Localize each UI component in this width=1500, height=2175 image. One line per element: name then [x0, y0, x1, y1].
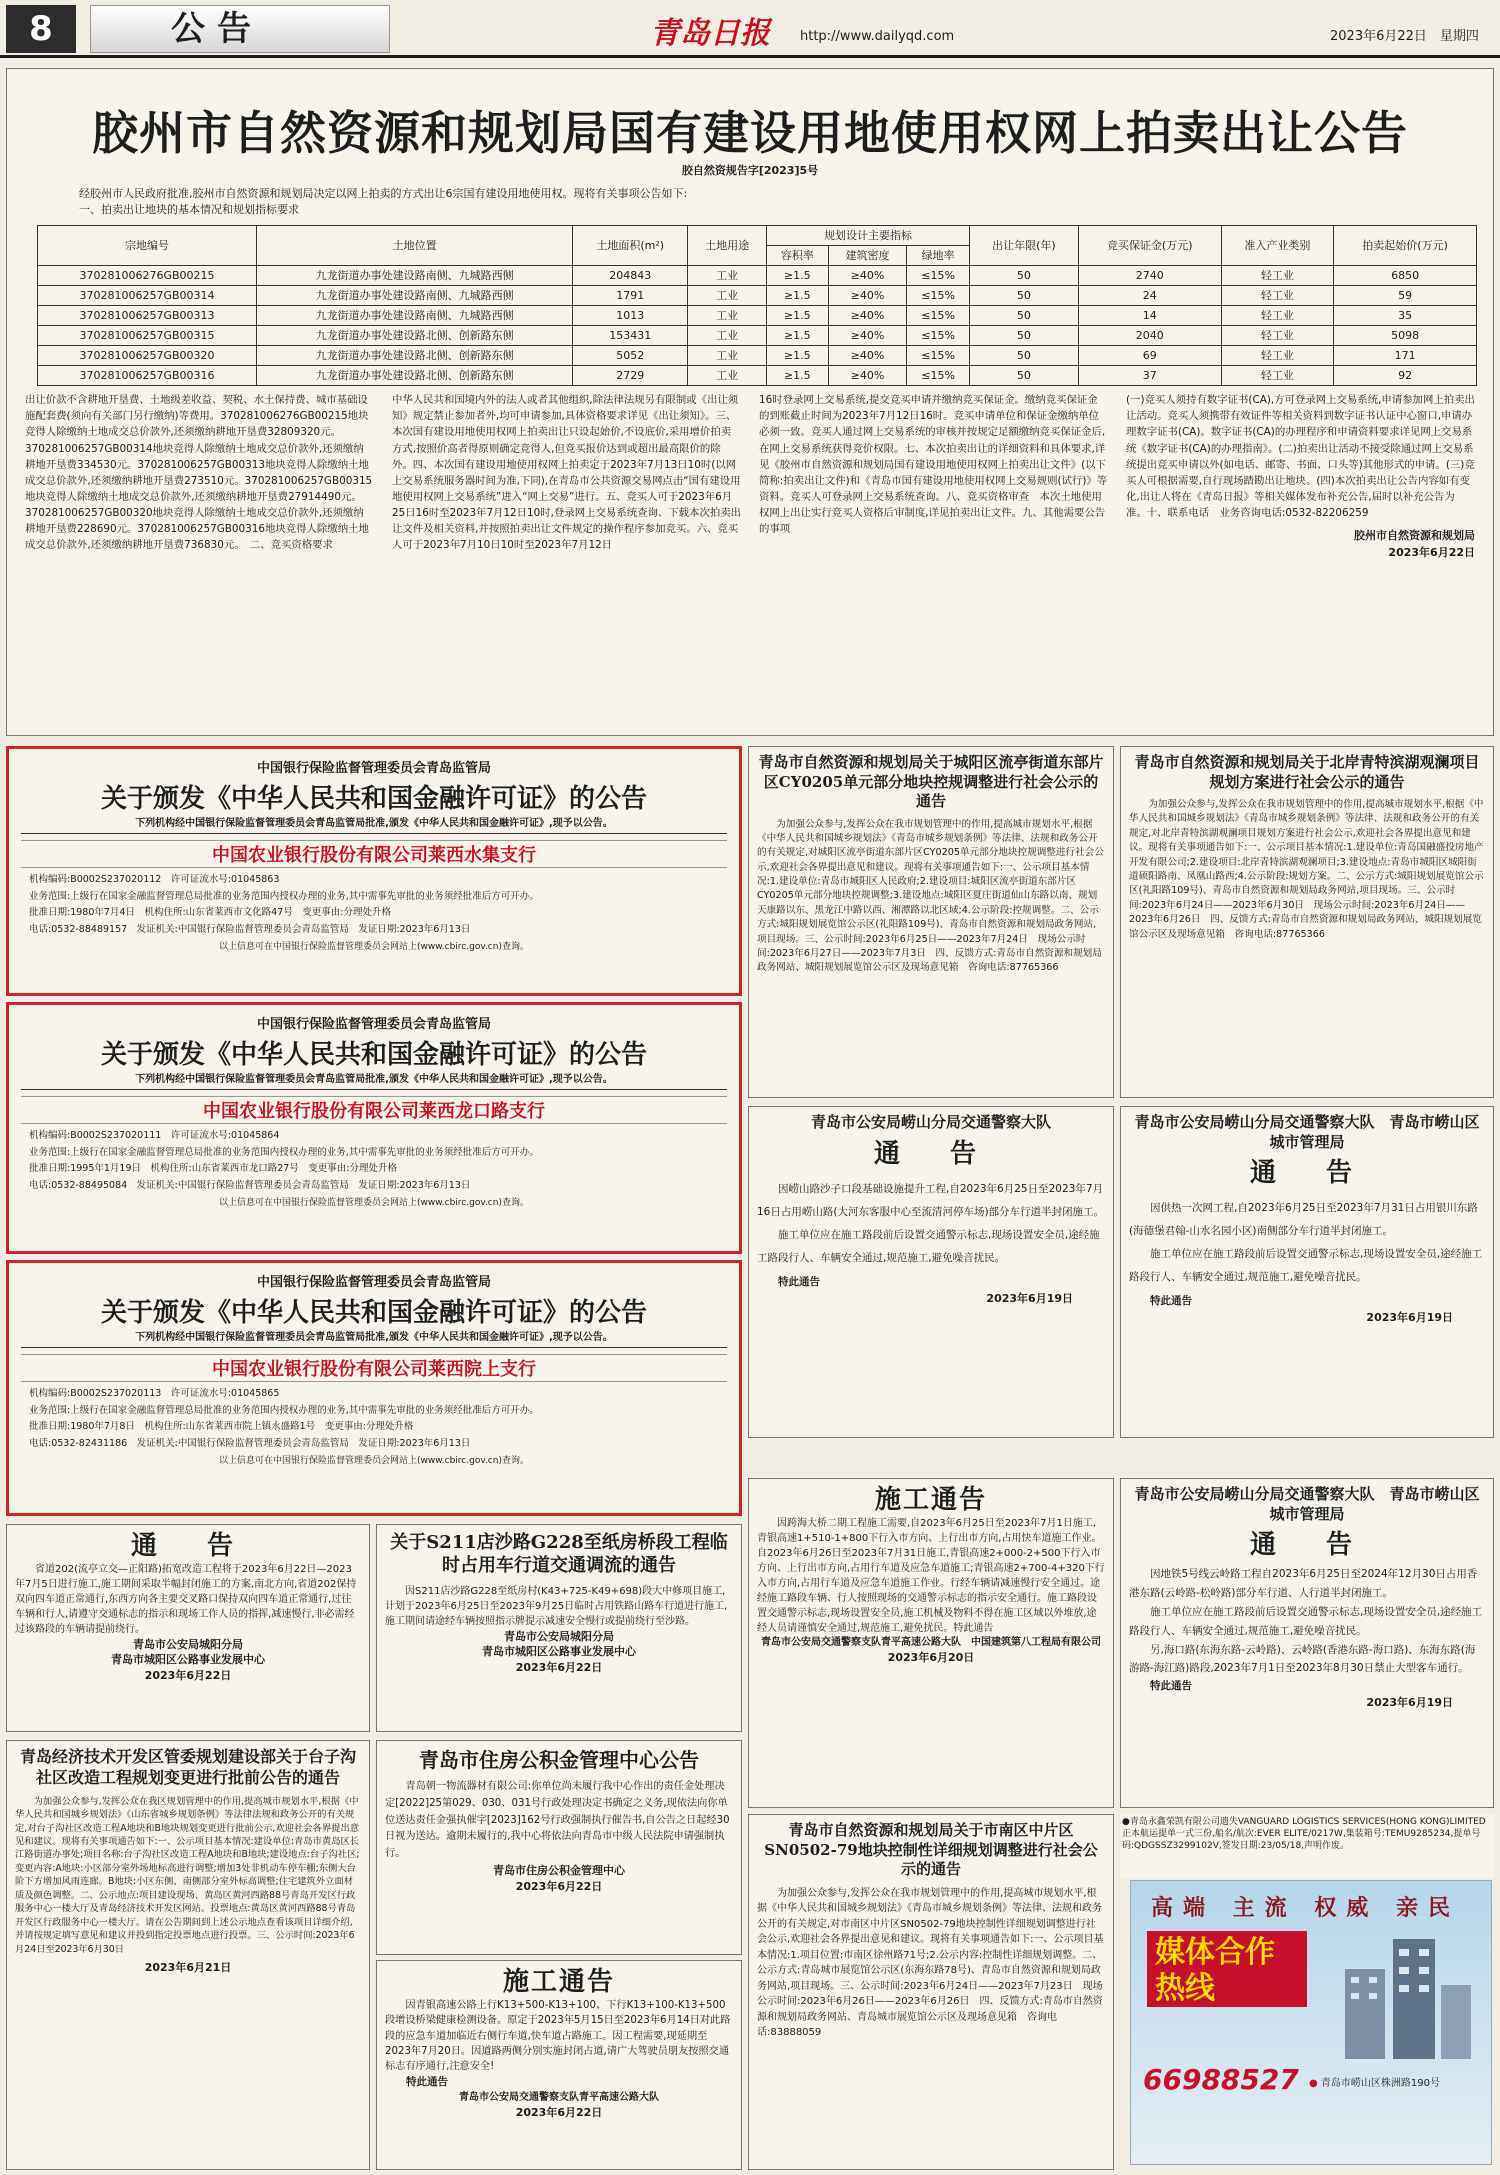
- notice-body: 因跨海大桥二期工程施工需要,自2023年6月25日至2023年7月1日施工,青银高速1+510-1+800下行入市方向、上行出市方向,占用快车道施工作业。自2023年6月26日至2023年7月31日施工,青银高速2+000-2+500下行入市方向、上行出市方向,占用行车道及应急车道施工;青银高速2+700-4+320下行入市方向,占用行车道及应急车道施工作业。行经车辆请减速慢行安全通过。途经施工路段车辆、行人按照现场的交通警示标志的指示安全通行。施工路段设置交通警示标志,现场设置安全员,施工机械及物料不得在施工区域以外堆放,途经人员请谨慎安全通过,规范施工,避免扰民。特此通告: [757, 1518, 1105, 1634]
- notice-title: 通 告: [130, 1531, 245, 1561]
- table-cell: 370281006276GB00215: [38, 266, 257, 286]
- notice-body: 因地铁5号线云岭路工程自2023年6月25日至2024年12月30日占用香港东路(云岭路-松岭路)部分车行道、人行道半封闭施工。: [1129, 1568, 1478, 1599]
- section-1-heading: 一、拍卖出让地块的基本情况和规划指标要求: [79, 202, 299, 216]
- notice-sn0502: [748, 1814, 1114, 2170]
- bank-name: 中国农业银行股份有限公司莱西水集支行: [21, 840, 727, 868]
- table-row: [38, 326, 1477, 346]
- license-subtitle: 下列机构经中国银行保险监督管理委员会青岛监管局批准,颁发《中华人民共和国金融许可证》,现予以公告。: [21, 1331, 727, 1348]
- col-header: 土地用途: [688, 226, 767, 266]
- parcel-table: [37, 225, 1477, 386]
- notice-date: 2023年6月22日: [515, 1660, 603, 1674]
- table-cell: 工业: [688, 266, 767, 286]
- notice-title: 青岛市自然资源和规划局关于城阳区流亭街道东部片区CY0205单元部分地块控规调整进行社会公示的通告: [758, 753, 1104, 810]
- table-cell: 工业: [688, 286, 767, 306]
- body-col-1: 出让价款不含耕地开垦费、土地级差收益、契税、水土保持费、城市基础设施配套费(须向有关部门另行缴纳)等费用。370281006276GB00215地块竞得人除缴纳土地成交总价款外,还须缴纳耕地开垦费32809320元。370281006257GB00314地块竞得人除缴纳土地成交总价款外,还须缴纳耕地开垦费334530元。370281006257GB00313地块竞得人除缴纳土地成交总价款外,还须缴纳耕地开垦费273510元。370281006257GB00315地块竞得人除缴纳土地成交总价款外,还须缴纳耕地开垦费27914490元。370281006257GB00320地块竞得人除缴纳土地成交总价款外,还须缴纳耕地开垦费228690元。370281006257GB00316地块竞得人除缴纳土地成交总价款外,还须缴纳耕地开垦费736830元。 二、竞买资格要求: [25, 394, 373, 552]
- notice-end: 特此通告: [778, 1275, 820, 1288]
- table-cell: 50: [969, 306, 1078, 326]
- notice-org: 青岛市公安局崂山分局交通警察大队 青岛市崂山区城市管理局: [1134, 1485, 1480, 1523]
- table-row: [38, 286, 1477, 306]
- body-col-2: 中华人民共和国境内外的法人或者其他组织,除法律法规另有限制或《出让须知》规定禁止参加者外,均可申请参加,具体资格要求详见《出让须知》。三、本次国有建设用地使用权网上拍卖出让只设起始价,不设底价,采用增价拍卖方式,按照价高者得原则确定竞得人,但竞买报价达到或超出最高限价的除外。四、本次国有建设用地使用权网上拍卖定于2023年7月13日10时(以网上交易系统服务器时间为准,下同),在青岛市公共资源交易网点击“国有建设用地使用权网上交易系统”进入“网上交易”进行。五、竞买人可于2023年6月25日16时至2023年7月12日10时,登录网上交易系统查询、下载本次拍卖出让文件及相关资料,并按照拍卖出让文件规定的操作程序参加竞买。六、竞买人可于2023年7月10日10时至2023年7月12日: [392, 394, 742, 552]
- col-header: 土地位置: [257, 226, 573, 266]
- notice-date: 2023年6月19日: [1366, 1311, 1453, 1325]
- table-cell: ≥1.5: [766, 286, 828, 306]
- license-line: 批准日期:1980年7月8日 机构住所:山东省莱西市院上镇永盛路1号 变更事由:分理处升格: [29, 1421, 414, 1433]
- notice-body: 施工单位应在施工路段前后设置交通警示标志,现场设置安全员,途经施工路段行人、车辆安全通过,规范施工,避免噪音扰民。: [757, 1228, 1100, 1264]
- main-announcement: [6, 68, 1494, 736]
- table-cell: ≥40%: [828, 286, 907, 306]
- table-cell: 37: [1078, 366, 1221, 386]
- col-header: 竞买保证金(万元): [1078, 226, 1221, 266]
- notice-org: 青岛市公安局崂山分局交通警察大队 青岛市崂山区城市管理局: [1134, 1113, 1480, 1151]
- notice-traffic-laoshan: [748, 1106, 1114, 1438]
- notice-s211: [376, 1524, 742, 1732]
- table-cell: ≥1.5: [766, 306, 828, 326]
- notice-title: 施工通告: [874, 1485, 987, 1515]
- notice-title: 青岛市自然资源和规划局关于北岸青特滨湖观澜项目规划方案进行社会公示的通告: [1134, 753, 1480, 791]
- intro: 经胶州市人民政府批准,胶州市自然资源和规划局决定以网上拍卖的方式出让6宗国有建设用地使用权。现将有关事项公告如下:: [79, 187, 688, 201]
- notice-title: 通 告: [873, 1138, 988, 1169]
- table-cell: 九龙街道办事处建设路北侧、创新路东侧: [257, 326, 573, 346]
- license-notice-3: [6, 1260, 742, 1516]
- license-line: 业务范围:上级行在国家金融监督管理总局批准的业务范围内授权办理的业务,其中需事先审批的业务须经批准后方可开办。: [29, 890, 539, 902]
- notice-date: 2023年6月22日: [515, 1879, 603, 1893]
- table-cell: 工业: [688, 326, 767, 346]
- notice-body: 因崂山路沙子口段基础设施提升工程,自2023年6月25日至2023年7月16日占用崂山路(大河东客服中心至流清河停车场)部分车行道半封闭施工。: [757, 1182, 1105, 1218]
- table-cell: 1791: [573, 286, 688, 306]
- notice-metro-line5: [1120, 1478, 1494, 1808]
- table-cell: ≥1.5: [766, 366, 828, 386]
- license-line: 业务范围:上级行在国家金融监督管理总局批准的业务范围内授权办理的业务,其中需事先审批的业务须经批准后方可开办。: [29, 1146, 539, 1158]
- table-cell: 九龙街道办事处建设路北侧、创新路东侧: [257, 346, 573, 366]
- notice-yinchuan-road: [1120, 1106, 1494, 1438]
- main-title: 胶州市自然资源和规划局国有建设用地使用权网上拍卖出让公告: [92, 106, 1408, 160]
- table-cell: ≤15%: [907, 366, 970, 386]
- newspaper-logo: 青岛日报: [650, 16, 770, 51]
- notice-date: 2023年6月22日: [515, 2106, 603, 2120]
- license-subtitle: 下列机构经中国银行保险监督管理委员会青岛监管局批准,颁发《中华人民共和国金融许可证》,现予以公告。: [21, 817, 727, 834]
- table-cell: ≥40%: [828, 346, 907, 366]
- notice-body: 施工单位应在施工路段前后设置交通警示标志,现场设置安全员,途经施工路段行人、车辆安全通过,规范施工,避免噪音扰民。: [1129, 1248, 1483, 1284]
- table-cell: 204843: [573, 266, 688, 286]
- notice-date: 2023年6月20日: [887, 1651, 975, 1664]
- table-cell: 九龙街道办事处建设路北侧、创新路东侧: [257, 366, 573, 386]
- license-footer: 以上信息可在中国银行保险监督管理委员会网站上(www.cbirc.gov.cn)查询。: [219, 1455, 529, 1466]
- notice-signer: 青岛市住房公积金管理中心: [493, 1864, 625, 1878]
- section-title: 公告: [90, 5, 390, 53]
- table-cell: ≤15%: [907, 286, 970, 306]
- table-cell: 69: [1078, 346, 1221, 366]
- col-subheader: 容积率: [766, 246, 828, 266]
- ad-address-text: 青岛市崂山区株洲路190号: [1320, 2078, 1441, 2089]
- table-cell: 1013: [573, 306, 688, 326]
- notice-end: 特此通告: [1150, 1680, 1192, 1693]
- lost-bill-text: ●青岛永鑫荣凯有限公司遗失VANGUARD LOGISTICS SERVICES(HONG KONG)LIMITED正本航运提单一式三份,船名/航次:EVER ELITE/0217W,集装箱号:TEMU9285234,提单号码:QDGSSZ3299102V,签发日期:23/05/18,声明作废。: [1122, 1817, 1486, 1852]
- license-subtitle: 下列机构经中国银行保险监督管理委员会青岛监管局批准,颁发《中华人民共和国金融许可证》,现予以公告。: [21, 1073, 727, 1090]
- license-line: 机构编码:B0002S237020113 许可证流水号:01045865: [29, 1388, 280, 1399]
- col-header: 土地面积(m²): [573, 226, 688, 266]
- ad-banner: [1130, 1880, 1492, 2165]
- bank-name: 中国农业银行股份有限公司莱西龙口路支行: [21, 1096, 727, 1124]
- table-row: [38, 366, 1477, 386]
- license-notice-2: [6, 1002, 742, 1254]
- table-cell: 370281006257GB00320: [38, 346, 257, 366]
- notice-body: 另,海口路(东海东路-云岭路)、云岭路(香港东路-海口路)、东海东路(海游路-海江路)路段,2023年7月1日至2023年8月30日禁止大型客车通行。: [1129, 1643, 1476, 1675]
- table-cell: 92: [1334, 366, 1477, 386]
- col-subheader: 绿地率: [907, 246, 970, 266]
- table-cell: 370281006257GB00316: [38, 366, 257, 386]
- table-cell: ≥1.5: [766, 346, 828, 366]
- table-cell: 50: [969, 326, 1078, 346]
- table-cell: ≥40%: [828, 366, 907, 386]
- table-cell: 轻工业: [1221, 346, 1334, 366]
- page-header: [0, 0, 1500, 58]
- license-org: 中国银行保险监督管理委员会青岛监管局: [256, 761, 491, 776]
- table-cell: 九龙街道办事处建设路南侧、九城路西侧: [257, 266, 573, 286]
- license-footer: 以上信息可在中国银行保险监督管理委员会网站上(www.cbirc.gov.cn)查询。: [219, 1197, 529, 1208]
- table-cell: 171: [1334, 346, 1477, 366]
- table-cell: ≥40%: [828, 326, 907, 346]
- notice-end: 特此通告: [1150, 1295, 1192, 1308]
- license-org: 中国银行保险监督管理委员会青岛监管局: [256, 1017, 491, 1032]
- lost-bill-notice: [1120, 1814, 1494, 1878]
- notice-body: 为加强公众参与,发挥公众在我市规划管理中的作用,提高城市规划水平,根据《中华人民共和国城乡规划法》《青岛市城乡规划条例》等法律、法规和政务公开的有关规定,对市南区中片区SN0502-79地块控制性详细规划调整进行社会公示,欢迎社会各界提出意见和建议。现将有关事项通告如下:一、公示项目基本情况:1.项目位置:市南区徐州路71号;2.公示内容:控制性详细规划调整。二、公示方式:青岛城市展览馆公示区(东海东路78号)、青岛市自然资源和规划局政务网站,项目现场。三、公示时间:2023年6月24日——2023年7月23日 现场公示时间:2023年6月26日——2023年6月26日 四、反馈方式:青岛市自然资源和规划局政务网站、青岛城市展览馆公示区及现场意见箱 咨询电话:83888059: [757, 1887, 1104, 2038]
- main-signer: 胶州市自然资源和规划局: [1354, 529, 1475, 543]
- body-col-3: 16时登录网上交易系统,提交竞买申请并缴纳竞买保证金。缴纳竞买保证金的到账截止时间为2023年7月12日16时。竞买申请单位和保证金缴纳单位必须一致。竞买人通过网上交易系统的审核并按规定足额缴纳竞买保证金后,在网上交易系统获得竞价权限。七、本次拍卖出让的详细资料和具体要求,详见《胶州市自然资源和规划局国有建设用地使用权网上拍卖出让文件》(以下简称:拍卖出让文件)和《青岛市国有建设用地使用权网上交易规则(试行)》等资料。竞买人可登录网上交易系统查询。八、竞买资格审查 本次土地使用权网上出让实行竞买人资格后审制度,详见拍卖出让文件。九、其他需要公告的事项: [759, 394, 1108, 536]
- body-col-4: [1126, 392, 1475, 561]
- notice-body: 为加强公众参与,发挥公众在我市规划管理中的作用,提高城市规划水平,根据《中华人民共和国城乡规划法》《青岛市城乡规划条例》等法律、法规和政务公开的有关规定,对城阳区流亭街道东部片区CY0205单元部分地块控规调整进行社会公示,欢迎社会各界提出意见和建议。现将有关事项通告如下:一、公示项目基本情况:1.建设单位:青岛市城阳区人民政府;2.建设项目:城阳区流亭街道东部片区CY0205单元部分地块控规调整;3.建设地点:城阳区夏庄街道仙山东路以南、规划天康路以东、黑龙江中路以西、湘潭路以北区域;4.公示阶段:控规调整。二、公示方式:城阳规划展览馆公示区(礼阳路109号)、青岛市自然资源和规划局政务网站,项目现场。三、公示时间:2023年6月25日——2023年7月24日 现场公示时间:2023年6月27日——2023年7月3日 四、反馈方式:青岛市自然资源和规划局政务网站、城阳规划展览馆公示区及现场意见箱 咨询电话:87765366: [757, 818, 1104, 974]
- license-line: 电话:0532-88489157 发证机关:中国银行保险监督管理委员会青岛监管局 发证日期:2023年6月13日: [29, 923, 471, 935]
- license-title: 关于颁发《中华人民共和国金融许可证》的公告: [100, 1298, 647, 1328]
- table-cell: ≥40%: [828, 266, 907, 286]
- doc-number: 胶自然资规告字[2023]5号: [681, 164, 819, 177]
- notice-body: 施工单位应在施工路段前后设置交通警示标志,现场设置安全员,途经施工路段行人、车辆安全通过,规范施工,避免噪音扰民。: [1129, 1605, 1483, 1637]
- table-cell: 14: [1078, 306, 1221, 326]
- license-line: 机构编码:B0002S237020111 许可证流水号:01045864: [29, 1130, 280, 1141]
- notice-highway-sensor: [376, 1960, 742, 2170]
- col-header: 拍卖起始价(万元): [1334, 226, 1477, 266]
- notice-title: 青岛市自然资源和规划局关于市南区中片区SN0502-79地块控制性详细规划调整进行社会公示的通告: [764, 1821, 1098, 1878]
- notice-signer: 青岛市公安局城阳分局: [504, 1629, 614, 1643]
- notice-body: 青岛朝一物流器材有限公司:你单位尚未履行我中心作出的责任金处理决定[2022]25第029、030、031号行政处理决定书确定之义务,现依法向你单位送达责任金强执催字[2023]162号行政强制执行催告书,自公告之日起经30日视为送达。逾期未履行的,我中心将依法向青岛市中级人民法院申请强制执行。: [385, 1781, 730, 1860]
- issue-date: 2023年6月22日 星期四: [1330, 29, 1479, 44]
- table-cell: 24: [1078, 286, 1221, 306]
- col-header: 出让年限(年): [969, 226, 1078, 266]
- notice-date: 2023年6月19日: [986, 1291, 1073, 1305]
- table-cell: 50: [969, 346, 1078, 366]
- notice-title: 青岛市住房公积金管理中心公告: [419, 1748, 699, 1772]
- col-subheader: 建筑密度: [828, 246, 907, 266]
- notice-title: 通 告: [1249, 1530, 1364, 1560]
- table-cell: 50: [969, 286, 1078, 306]
- notice-title: 通 告: [1249, 1158, 1364, 1188]
- bank-name: 中国农业银行股份有限公司莱西院上支行: [21, 1354, 727, 1382]
- license-line: 业务范围:上级行在国家金融监督管理总局批准的业务范围内授权办理的业务,其中需事先审批的业务须经批准后方可开办。: [29, 1404, 539, 1416]
- main-body-columns: [7, 386, 1493, 567]
- table-cell: 轻工业: [1221, 306, 1334, 326]
- notice-signer: 青岛市公安局交通警察支队青平高速公路大队 中国建筑第八工程局有限公司: [761, 1637, 1101, 1648]
- license-line: 批准日期:1980年7月4日 机构住所:山东省莱西市文化路47号 变更事由:分理处升格: [29, 907, 391, 919]
- ad-headline: 媒体合作热线: [1147, 1931, 1307, 2007]
- table-cell: 工业: [688, 346, 767, 366]
- notice-cy0205: [748, 746, 1114, 1098]
- notice-end: 特此通告: [406, 2076, 448, 2089]
- notice-date: 2023年6月21日: [144, 1961, 232, 1975]
- notice-binhu: [1120, 746, 1494, 1098]
- notice-body: 因S211店沙路G228至纸房村(K43+725-K49+698)段大中修项目施工,计划于2023年6月25日至2023年9月25日临时占用铁路山路车行道进行施工,施工期间请途经车辆按照指示牌提示减速安全慢行或提前绕行至沙路。: [385, 1585, 728, 1627]
- main-sign-date: 2023年6月22日: [1388, 546, 1475, 560]
- notice-housing-fund: [376, 1740, 742, 1955]
- license-line: 批准日期:1995年1月19日 机构住所:山东省莱西市龙口路27号 变更事由:分理处升格: [29, 1163, 398, 1175]
- table-cell: ≥1.5: [766, 326, 828, 346]
- notice-signer: 青岛市城阳区公路事业发展中心: [111, 1653, 265, 1667]
- table-cell: 轻工业: [1221, 326, 1334, 346]
- table-cell: 2729: [573, 366, 688, 386]
- table-row: [38, 306, 1477, 326]
- notice-title: 施工通告: [502, 1967, 615, 1997]
- license-footer: 以上信息可在中国银行保险监督管理委员会网站上(www.cbirc.gov.cn)查询。: [219, 941, 529, 952]
- table-cell: ≤15%: [907, 326, 970, 346]
- table-cell: 370281006257GB00313: [38, 306, 257, 326]
- notice-signer: 青岛市公安局交通警察支队青平高速公路大队: [459, 2092, 659, 2104]
- license-title: 关于颁发《中华人民共和国金融许可证》的公告: [100, 784, 647, 814]
- notice-signer: 青岛市公安局城阳分局: [133, 1638, 243, 1651]
- table-cell: ≤15%: [907, 306, 970, 326]
- site-url[interactable]: http://www.dailyqd.com: [800, 29, 955, 44]
- table-cell: ≥40%: [828, 306, 907, 326]
- table-cell: 九龙街道办事处建设路南侧、九城路西侧: [257, 306, 573, 326]
- table-cell: 轻工业: [1221, 366, 1334, 386]
- building-icon: [1325, 1929, 1475, 2059]
- col-header: 规划设计主要指标: [766, 226, 969, 246]
- license-line: 电话:0532-82431186 发证机关:中国银行保险监督管理委员会青岛监管局 发证日期:2023年6月13日: [29, 1437, 471, 1449]
- table-cell: 九龙街道办事处建设路南侧、九城路西侧: [257, 286, 573, 306]
- table-cell: ≤15%: [907, 346, 970, 366]
- license-line: 电话:0532-88495084 发证机关:中国银行保险监督管理委员会青岛监管局 发证日期:2023年6月13日: [29, 1179, 471, 1191]
- table-row: [38, 266, 1477, 286]
- col-header: 准入产业类别: [1221, 226, 1334, 266]
- notice-body: 因供热一次网工程,自2023年6月25日至2023年7月31日占用银川东路(海德堡君翰-山水名园小区)南侧部分车行道半封闭施工。: [1129, 1202, 1478, 1238]
- table-cell: 370281006257GB00315: [38, 326, 257, 346]
- table-cell: 工业: [688, 306, 767, 326]
- table-cell: ≥1.5: [766, 266, 828, 286]
- table-cell: 轻工业: [1221, 286, 1334, 306]
- notice-body: 为加强公众参与,发挥公众在我区规划管理中的作用,提高城市规划水平,根据《中华人民共和国城乡规划法》《山东省城乡规划条例》等法律法规和政务公开的有关规定,对台子沟社区改造工程A地块和B地块规划变更进行批前公示,欢迎社会各界提出意见和建议。现将有关事项通告如下:一、公示项目基本情况:建设单位:青岛市黄岛区长江路街道办事处;项目名称:台子沟社区改造工程A地块和B地块;建设地点:台子沟社区;变更内容:A地块:小区部分室外场地标高进行调整;增加3处非机动车停车棚;东侧大台阶下方增加风雨连廊。B地块:小区东侧、南侧部分室外标高调整;住宅建筑外立面材质及颜色调整。二、公示地点:项目建设现场、黄岛区黄河西路88号青岛开发区行政服务中心一楼大厅及青岛经济技术开发区网站。投票地点:黄岛区黄河西路88号青岛开发区行政服务中心一楼大厅。请在公告期间到上述公示地点查看该项目详细介绍,并请按规定填写意见和建议并投到指定投票地点进行投票。三、公示时间:2023年6月24日至2023年6月30日: [15, 1795, 360, 1955]
- license-line: 机构编码:B0002S237020112 许可证流水号:01045863: [29, 874, 280, 885]
- table-cell: ≤15%: [907, 266, 970, 286]
- notice-body: 省道202(流亭立交—正阳路)拓宽改造工程将于2023年6月22日—2023年7月5日进行施工,施工期间采取半幅封闭施工的方案,南北方向,省道202保持双向四车道正常通行,东西方向各主要交叉路口保持双向四车道正常通行,过往车辆和行人,请遵守交通标志的指示和现场工作人员的指挥,减速慢行,非必需经过该路段的车辆请提前绕行。: [15, 1564, 357, 1635]
- notice-body: 为加强公众参与,发挥公众在我市规划管理中的作用,提高城市规划水平,根据《中华人民共和国城乡规划法》《青岛市城乡规划条例》等法律、法规和政务公开的有关规定,对北岸青特滨湖观澜项目规划方案进行社会公示,欢迎社会各界提出意见和建议。现将有关事项通告如下:一、公示项目基本情况:1.建设单位:青岛国融盛投房地产开发有限公司;2.建设项目:北岸青特滨湖观澜项目;3.建设地点:青岛市城阳区城阳街道硕阳路南、凤凰山路西;4.公示阶段:规划方案。二、公示方式:城阳规划展览馆公示区(礼阳路109号)、青岛市自然资源和规划局政务网站,项目现场。三、公示时间:2023年6月24日——2023年6月30日 现场公示时间:2023年6月24日——2023年6月26日 四、反馈方式:青岛市自然资源和规划局政务网站、城阳规划展览馆公示区及现场意见箱 咨询电话:87765366: [1129, 799, 1484, 940]
- col-header: 宗地编号: [38, 226, 257, 266]
- notice-signer: 青岛市城阳区公路事业发展中心: [482, 1645, 636, 1659]
- table-cell: 50: [969, 366, 1078, 386]
- page-number: 8: [6, 5, 76, 53]
- body-col-4-text: (一)竞买人须持有数字证书(CA),方可登录网上交易系统,申请参加网上拍卖出让活动。竞买人须携带有效证件等相关资料到数字证书认证中心窗口,申请办理数字证书(CA)。数字证书(CA)的办理程序和申请资料要求详见网上交易系统《数字证书(CA)的办理指南》。(二)拍卖出让活动不接受除通过网上交易系统提出竞买申请以外(如电话、邮寄、书面、口头等)其他形式的申请。(三)竞买人可根据需要,自行现场踏勘出让地块。(四)本次拍卖出让公告内容如有变化,出让人将在《青岛日报》等相关媒体发布补充公告,届时以补充公告为准。十、联系电话 业务咨询电话:0532-82206259: [1126, 394, 1475, 520]
- table-cell: 50: [969, 266, 1078, 286]
- table-row: [38, 346, 1477, 366]
- notice-date: 2023年6月22日: [144, 1668, 232, 1682]
- table-cell: 59: [1334, 286, 1477, 306]
- table-cell: 2740: [1078, 266, 1221, 286]
- table-cell: 2040: [1078, 326, 1221, 346]
- license-title: 关于颁发《中华人民共和国金融许可证》的公告: [100, 1040, 647, 1070]
- notice-body: 因青银高速公路上行K13+500-K13+100、下行K13+100-K13+500段增设桥梁健康检测设备。原定于2023年5月15日至2023年6月14日对此路段的应急车道加临近右侧行车道,快车道占路施工。因工程需要,现延期至2023年7月20日。因道路两侧分别实施封闭占道,请广大驾驶员朋友按照交通标志有序通行,注意安全!: [385, 2000, 731, 2073]
- table-cell: 5052: [573, 346, 688, 366]
- license-notice-1: [6, 746, 742, 996]
- table-cell: 35: [1334, 306, 1477, 326]
- notice-title: 青岛经济技术开发区管委规划建设部关于台子沟社区改造工程规划变更进行批前公告的通告: [19, 1747, 356, 1787]
- table-cell: 5098: [1334, 326, 1477, 346]
- table-cell: 工业: [688, 366, 767, 386]
- table-cell: 153431: [573, 326, 688, 346]
- table-cell: 轻工业: [1221, 266, 1334, 286]
- notice-taizigou: [6, 1740, 370, 2170]
- map-pin-icon: ●: [1309, 2078, 1318, 2089]
- notice-org: 青岛市公安局崂山分局交通警察大队: [810, 1113, 1051, 1131]
- notice-date: 2023年6月19日: [1366, 1696, 1453, 1710]
- notice-bridge-construction: [748, 1478, 1114, 1808]
- table-cell: 370281006257GB00314: [38, 286, 257, 306]
- ad-phone: 66988527: [1143, 2063, 1299, 2096]
- ad-slogan: 高端 主流 权威 亲民: [1151, 1895, 1460, 1921]
- notice-s202: [6, 1524, 370, 1732]
- ad-address: [1309, 2077, 1440, 2091]
- notice-title: 关于S211店沙路G228至纸房桥段工程临时占用车行道交通调流的通告: [390, 1532, 728, 1577]
- license-org: 中国银行保险监督管理委员会青岛监管局: [256, 1275, 491, 1290]
- table-cell: 6850: [1334, 266, 1477, 286]
